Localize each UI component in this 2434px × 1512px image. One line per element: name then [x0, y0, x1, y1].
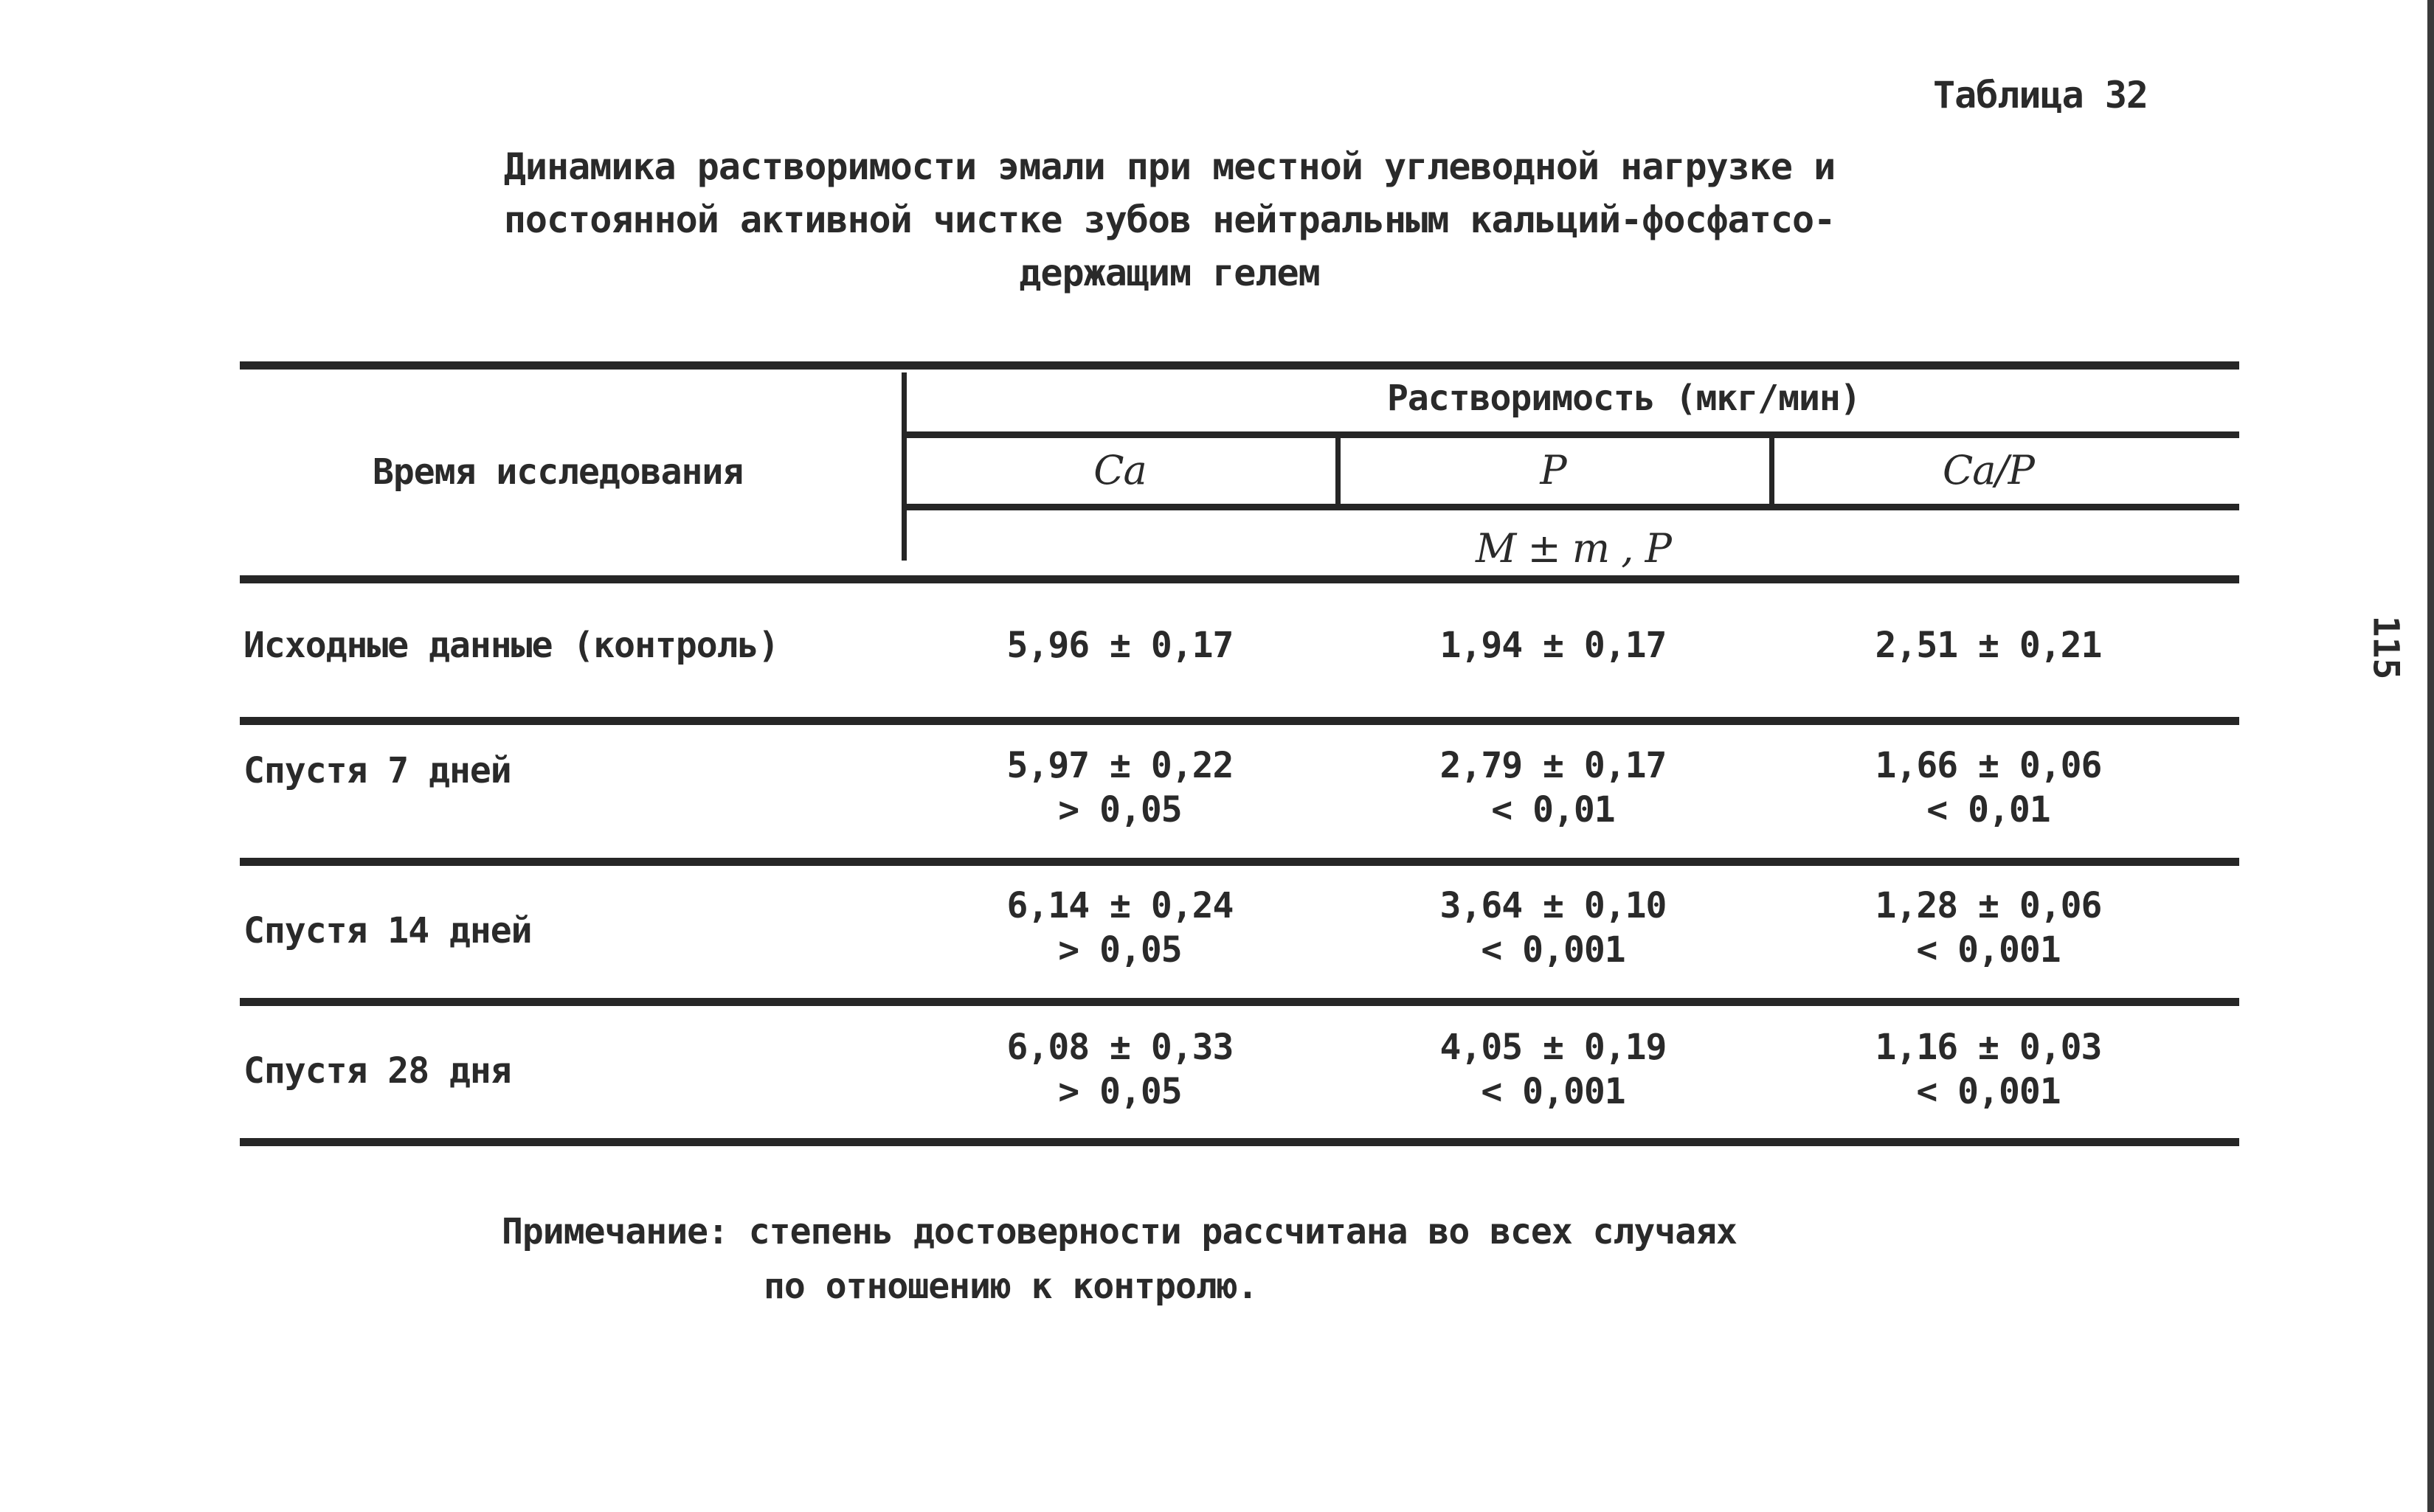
row-label-28-days: Спустя 28 дня	[243, 1050, 511, 1092]
title-line-1: Динамика растворимости эмали при местной углеводной нагрузке и	[503, 145, 1836, 188]
cell-ratio-7-days	[1774, 743, 2202, 832]
value: 5,96 ± 0,17	[1006, 625, 1234, 666]
value: 6,08 ± 0,33	[1006, 1027, 1234, 1068]
row-label-14-days: Спустя 14 дней	[243, 910, 532, 951]
table-title	[413, 140, 1926, 299]
p-value: > 0,05	[1058, 1071, 1182, 1112]
value: 1,28 ± 0,06	[1875, 885, 2102, 926]
row-rule-1	[240, 717, 2239, 725]
p-value: > 0,05	[1058, 929, 1182, 971]
footnote	[502, 1204, 1737, 1314]
p-value: < 0,001	[1481, 1071, 1625, 1112]
scan-edge-border	[2427, 0, 2434, 1512]
subheader-rule	[906, 431, 2239, 438]
solubility-group-header: Растворимость (мкг/мин)	[1387, 378, 1861, 419]
p-value: < 0,001	[1916, 1071, 2061, 1112]
header-bottom-rule	[240, 575, 2239, 583]
footnote-line-2: по отношению к контролю.	[764, 1266, 1258, 1307]
row-rule-2	[240, 858, 2239, 866]
row-header-label: Время исследования	[373, 451, 744, 493]
cell-ratio-control	[1774, 623, 2202, 667]
column-header-rule	[906, 504, 2239, 510]
p-value: < 0,001	[1481, 929, 1625, 971]
value: 1,66 ± 0,06	[1875, 745, 2102, 786]
table-number-label: Таблица 32	[1933, 74, 2148, 117]
column-header-ca: Ca	[1093, 447, 1147, 493]
value: 1,94 ± 0,17	[1439, 625, 1667, 666]
column-header-p: P	[1540, 447, 1566, 493]
value: 3,64 ± 0,10	[1439, 885, 1667, 926]
cell-ratio-14-days	[1774, 884, 2202, 972]
footnote-line-1: Примечание: степень достоверности рассчитана во всех случаях	[502, 1211, 1737, 1252]
p-value: < 0,001	[1916, 929, 2061, 971]
cell-ca-28-days	[906, 1025, 1334, 1114]
cell-ca-14-days	[906, 884, 1334, 972]
row-label-7-days: Спустя 7 дней	[243, 750, 511, 791]
table-top-rule	[240, 361, 2239, 370]
title-line-2: постоянной активной чистке зубов нейтральным кальций-фосфатсо-	[503, 198, 1836, 241]
table-bottom-rule	[240, 1138, 2239, 1146]
title-line-3: держащим гелем	[1019, 252, 1320, 294]
cell-p-7-days	[1339, 743, 1767, 832]
column-header-ca-p: Ca/P	[1942, 447, 2035, 493]
cell-p-28-days	[1339, 1025, 1767, 1114]
value: 6,14 ± 0,24	[1006, 885, 1234, 926]
column-divider-2	[1769, 438, 1774, 508]
value: 2,79 ± 0,17	[1439, 745, 1667, 786]
cell-p-14-days	[1339, 884, 1767, 972]
cell-ratio-28-days	[1774, 1025, 2202, 1114]
cell-ca-7-days	[906, 743, 1334, 832]
p-value: < 0,01	[1926, 789, 2050, 830]
p-value: < 0,01	[1491, 789, 1615, 830]
value: 2,51 ± 0,21	[1875, 625, 2102, 666]
value: 4,05 ± 0,19	[1439, 1027, 1667, 1068]
cell-ca-control	[906, 623, 1334, 667]
row-rule-3	[240, 998, 2239, 1006]
value: 1,16 ± 0,03	[1875, 1027, 2102, 1068]
value: 5,97 ± 0,22	[1006, 745, 1234, 786]
p-value: > 0,05	[1058, 789, 1182, 830]
page-number: 115	[2365, 615, 2407, 680]
cell-p-control	[1339, 623, 1767, 667]
stat-header: M ± m , P	[1476, 525, 1671, 572]
row-label-control: Исходные данные (контроль)	[243, 625, 779, 666]
